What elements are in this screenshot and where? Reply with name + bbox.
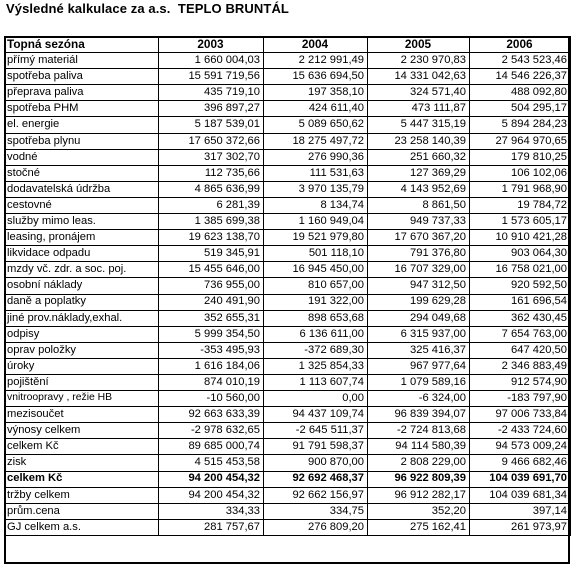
row-label: osobní náklady — [5, 278, 159, 294]
cell-value-2006: 19 784,72 — [470, 197, 571, 213]
cell-value-2005: 8 861,50 — [368, 197, 470, 213]
table-row — [5, 503, 571, 519]
row-label: jiné prov.náklady,exhal. — [5, 310, 159, 326]
cell-value-2005: 473 111,87 — [368, 101, 470, 117]
row-label: přímý materiál — [5, 53, 159, 69]
cell-value-2005: 14 331 042,63 — [368, 69, 470, 85]
cell-value-2006: 903 064,30 — [470, 246, 571, 262]
cell-value-2004: 6 136 611,00 — [264, 326, 368, 342]
cell-value-2005: 352,20 — [368, 503, 470, 519]
table-row — [5, 423, 571, 439]
cell-value-2005: 199 629,28 — [368, 294, 470, 310]
cell-value-2004: 424 611,40 — [264, 101, 368, 117]
cell-value-2006: 27 964 970,65 — [470, 133, 571, 149]
table-row — [5, 133, 571, 149]
cell-value-2003: 1 385 699,38 — [159, 214, 264, 230]
table-row — [5, 487, 571, 503]
cell-value-2003: 4 865 636,99 — [159, 181, 264, 197]
table-row — [5, 262, 571, 278]
cell-value-2006: 14 546 226,37 — [470, 69, 571, 85]
header-label: Topná sezóna — [5, 37, 159, 53]
cell-value-2003: -2 978 632,65 — [159, 423, 264, 439]
cell-value-2003: 5 999 354,50 — [159, 326, 264, 342]
row-label: celkem Kč — [5, 439, 159, 455]
cell-value-2003: 112 735,66 — [159, 165, 264, 181]
cell-value-2004: 0,00 — [264, 391, 368, 407]
table-row — [5, 519, 571, 535]
cell-value-2006: 16 758 021,00 — [470, 262, 571, 278]
cell-value-2005: 791 376,80 — [368, 246, 470, 262]
cell-value-2006: 179 810,25 — [470, 149, 571, 165]
cell-value-2003: 15 455 646,00 — [159, 262, 264, 278]
cell-value-2006: 397,14 — [470, 503, 571, 519]
cell-value-2006: 1 573 605,17 — [470, 214, 571, 230]
cell-value-2004: 810 657,00 — [264, 278, 368, 294]
cell-value-2005: 275 162,41 — [368, 519, 470, 535]
cell-value-2006: 104 039 691,70 — [470, 471, 571, 487]
row-label: stočné — [5, 165, 159, 181]
table-row — [5, 358, 571, 374]
cell-value-2003: -353 495,93 — [159, 342, 264, 358]
header-year-2004: 2004 — [264, 37, 368, 53]
row-label: spotřeba PHM — [5, 101, 159, 117]
cell-value-2006: 2 346 883,49 — [470, 358, 571, 374]
cell-value-2004: 3 970 135,79 — [264, 181, 368, 197]
cell-value-2003: 352 655,31 — [159, 310, 264, 326]
row-label: zisk — [5, 455, 159, 471]
cell-value-2006: 912 574,90 — [470, 374, 571, 390]
cell-value-2006: 504 295,17 — [470, 101, 571, 117]
cell-value-2005: 949 737,33 — [368, 214, 470, 230]
table-row — [5, 230, 571, 246]
cell-value-2003: 1 616 184,06 — [159, 358, 264, 374]
cell-value-2005: -2 724 813,68 — [368, 423, 470, 439]
cell-value-2004: 94 437 109,74 — [264, 407, 368, 423]
cell-value-2005: 324 571,40 — [368, 85, 470, 101]
table-row — [5, 455, 571, 471]
cell-value-2006: 261 973,97 — [470, 519, 571, 535]
row-label: služby mimo leas. — [5, 214, 159, 230]
cell-value-2006: 2 543 523,46 — [470, 53, 571, 69]
cell-value-2004: 19 521 979,80 — [264, 230, 368, 246]
cell-value-2006: 104 039 681,34 — [470, 487, 571, 503]
row-label: GJ celkem a.s. — [5, 519, 159, 535]
cell-value-2004: 1 113 607,74 — [264, 374, 368, 390]
cell-value-2006: -183 797,90 — [470, 391, 571, 407]
row-label: prům.cena — [5, 503, 159, 519]
row-label: odpisy — [5, 326, 159, 342]
table-row — [5, 294, 571, 310]
row-label: výnosy celkem — [5, 423, 159, 439]
table-row — [5, 471, 571, 487]
cell-value-2003: 17 650 372,66 — [159, 133, 264, 149]
cell-value-2003: 281 757,67 — [159, 519, 264, 535]
cell-value-2006: 97 006 733,84 — [470, 407, 571, 423]
cell-value-2003: 435 719,10 — [159, 85, 264, 101]
cell-value-2003: 5 187 539,01 — [159, 117, 264, 133]
table-row — [5, 246, 571, 262]
cell-value-2003: 736 955,00 — [159, 278, 264, 294]
cell-value-2004: 15 636 694,50 — [264, 69, 368, 85]
table-body — [5, 53, 571, 536]
cell-value-2004: -372 689,30 — [264, 342, 368, 358]
cell-value-2003: 396 897,27 — [159, 101, 264, 117]
cell-value-2006: 106 102,06 — [470, 165, 571, 181]
cell-value-2004: 2 212 991,49 — [264, 53, 368, 69]
cell-value-2006: 10 910 421,28 — [470, 230, 571, 246]
cell-value-2005: 23 258 140,39 — [368, 133, 470, 149]
cell-value-2005: 17 670 367,20 — [368, 230, 470, 246]
header-year-2003: 2003 — [159, 37, 264, 53]
cell-value-2006: 7 654 763,00 — [470, 326, 571, 342]
cell-value-2005: -6 324,00 — [368, 391, 470, 407]
table-row — [5, 181, 571, 197]
row-label: mezisoučet — [5, 407, 159, 423]
cell-value-2005: 967 977,64 — [368, 358, 470, 374]
cell-value-2004: 92 692 468,37 — [264, 471, 368, 487]
cell-value-2004: 501 118,10 — [264, 246, 368, 262]
cell-value-2005: 16 707 329,00 — [368, 262, 470, 278]
header-year-2005: 2005 — [368, 37, 470, 53]
cell-value-2005: 2 808 229,00 — [368, 455, 470, 471]
cell-value-2003: 89 685 000,74 — [159, 439, 264, 455]
table-row — [5, 149, 571, 165]
cell-value-2003: 15 591 719,56 — [159, 69, 264, 85]
row-label: dodavatelská údržba — [5, 181, 159, 197]
table-row — [5, 165, 571, 181]
cell-value-2004: 1 160 949,04 — [264, 214, 368, 230]
cell-value-2006: 647 420,50 — [470, 342, 571, 358]
table-row — [5, 117, 571, 133]
cell-value-2003: 92 663 633,39 — [159, 407, 264, 423]
row-label: daně a poplatky — [5, 294, 159, 310]
table-row — [5, 214, 571, 230]
cell-value-2004: 898 653,68 — [264, 310, 368, 326]
table-row — [5, 53, 571, 69]
page-title: Výsledné kalkulace za a.s. TEPLO BRUNTÁL — [6, 1, 289, 16]
row-label: likvidace odpadu — [5, 246, 159, 262]
header-year-2006: 2006 — [470, 37, 571, 53]
cell-value-2005: 96 922 809,39 — [368, 471, 470, 487]
cell-value-2006: 5 894 284,23 — [470, 117, 571, 133]
cell-value-2004: 191 322,00 — [264, 294, 368, 310]
cell-value-2006: 94 573 009,24 — [470, 439, 571, 455]
cell-value-2006: 488 092,80 — [470, 85, 571, 101]
cell-value-2005: 1 079 589,16 — [368, 374, 470, 390]
cell-value-2005: 6 315 937,00 — [368, 326, 470, 342]
row-label: oprav položky — [5, 342, 159, 358]
table-row — [5, 278, 571, 294]
cell-value-2004: 18 275 497,72 — [264, 133, 368, 149]
cell-value-2004: 16 945 450,00 — [264, 262, 368, 278]
cell-value-2005: 96 839 394,07 — [368, 407, 470, 423]
cell-value-2003: 19 623 138,70 — [159, 230, 264, 246]
cell-value-2004: 91 791 598,37 — [264, 439, 368, 455]
row-label: el. energie — [5, 117, 159, 133]
row-label: cestovné — [5, 197, 159, 213]
cell-value-2005: 94 114 580,39 — [368, 439, 470, 455]
cell-value-2004: 8 134,74 — [264, 197, 368, 213]
cell-value-2003: -10 560,00 — [159, 391, 264, 407]
row-label: vodné — [5, 149, 159, 165]
cell-value-2004: 334,75 — [264, 503, 368, 519]
table-row — [5, 69, 571, 85]
cell-value-2003: 874 010,19 — [159, 374, 264, 390]
row-label: mzdy vč. zdr. a soc. poj. — [5, 262, 159, 278]
cell-value-2004: 900 870,00 — [264, 455, 368, 471]
cell-value-2003: 317 302,70 — [159, 149, 264, 165]
cell-value-2003: 519 345,91 — [159, 246, 264, 262]
cell-value-2006: 920 592,50 — [470, 278, 571, 294]
cell-value-2004: -2 645 511,37 — [264, 423, 368, 439]
table-row — [5, 197, 571, 213]
cell-value-2006: 161 696,54 — [470, 294, 571, 310]
cell-value-2004: 197 358,10 — [264, 85, 368, 101]
cell-value-2005: 96 912 282,17 — [368, 487, 470, 503]
cell-value-2003: 6 281,39 — [159, 197, 264, 213]
cell-value-2005: 4 143 952,69 — [368, 181, 470, 197]
cell-value-2004: 276 990,36 — [264, 149, 368, 165]
row-label: přeprava paliva — [5, 85, 159, 101]
row-label: spotřeba paliva — [5, 69, 159, 85]
cell-value-2003: 94 200 454,32 — [159, 471, 264, 487]
calculation-table — [4, 36, 571, 536]
cell-value-2004: 276 809,20 — [264, 519, 368, 535]
cell-value-2006: 1 791 968,90 — [470, 181, 571, 197]
cell-value-2004: 111 531,63 — [264, 165, 368, 181]
cell-value-2004: 1 325 854,33 — [264, 358, 368, 374]
table-row — [5, 85, 571, 101]
row-label: pojištění — [5, 374, 159, 390]
table-row — [5, 101, 571, 117]
table-row — [5, 391, 571, 407]
cell-value-2005: 294 049,68 — [368, 310, 470, 326]
table-row — [5, 310, 571, 326]
table-row — [5, 439, 571, 455]
row-label: vnitroopravy , režie HB — [5, 391, 159, 407]
cell-value-2005: 251 660,32 — [368, 149, 470, 165]
cell-value-2003: 334,33 — [159, 503, 264, 519]
cell-value-2003: 240 491,90 — [159, 294, 264, 310]
cell-value-2003: 94 200 454,32 — [159, 487, 264, 503]
cell-value-2005: 325 416,37 — [368, 342, 470, 358]
row-label: spotřeba plynu — [5, 133, 159, 149]
cell-value-2005: 5 447 315,19 — [368, 117, 470, 133]
table-row — [5, 326, 571, 342]
table-row — [5, 374, 571, 390]
row-label: leasing, pronájem — [5, 230, 159, 246]
cell-value-2006: 362 430,45 — [470, 310, 571, 326]
cell-value-2003: 4 515 453,58 — [159, 455, 264, 471]
row-label: celkem Kč — [5, 471, 159, 487]
row-label: úroky — [5, 358, 159, 374]
cell-value-2005: 127 369,29 — [368, 165, 470, 181]
table-row — [5, 342, 571, 358]
cell-value-2004: 92 662 156,97 — [264, 487, 368, 503]
cell-value-2006: -2 433 724,60 — [470, 423, 571, 439]
cell-value-2003: 1 660 004,03 — [159, 53, 264, 69]
row-label: tržby celkem — [5, 487, 159, 503]
cell-value-2006: 9 466 682,46 — [470, 455, 571, 471]
table-row — [5, 407, 571, 423]
cell-value-2005: 2 230 970,83 — [368, 53, 470, 69]
table-header-row — [5, 37, 571, 53]
cell-value-2004: 5 089 650,62 — [264, 117, 368, 133]
cell-value-2005: 947 312,50 — [368, 278, 470, 294]
